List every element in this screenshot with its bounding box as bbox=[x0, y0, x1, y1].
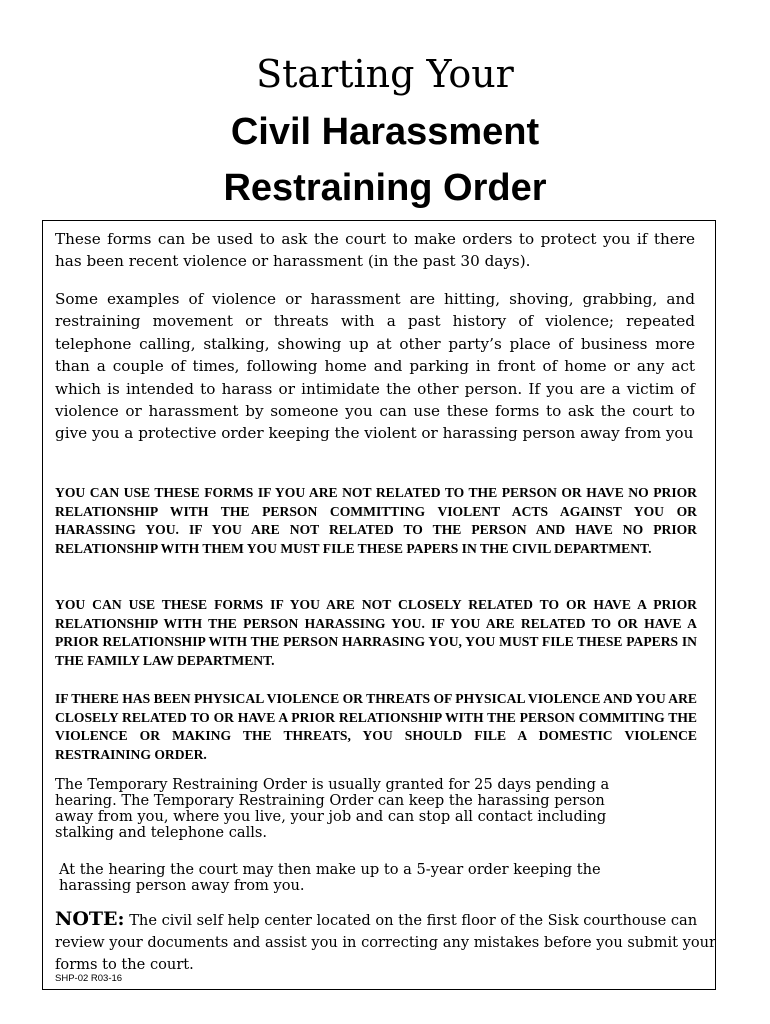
title-line-2: Civil Harassment bbox=[230, 111, 540, 153]
family-law-paragraph: YOU CAN USE THESE FORMS IF YOU ARE NOT CLOSELY RELATED TO OR HAVE A PRIOR RELATIONSHIP WITH THE PERSON HARASSING YOU. IF YOU ARE RELATED TO OR HAVE A PRIOR RELATIONSHIP WITH THE PERSON HARRASING YOU, YOU MUST FILE THESE PAPERS IN THE FAMILY LAW DEPARTMENT. bbox=[55, 597, 697, 668]
domestic-violence-paragraph: IF THERE HAS BEEN PHYSICAL VIOLENCE OR THREATS OF PHYSICAL VIOLENCE AND YOU ARE CLOSELY RELATED TO OR HAVE A PRIOR RELATIONSHIP WITH THE PERSON COMMITING THE VIOLENCE OR MAKING THE THREATS, YOU SHOULD FILE A DOMESTIC VIOLENCE RESTRAINING ORDER. bbox=[55, 691, 697, 762]
title-line-1: Starting Your bbox=[256, 52, 514, 96]
civil-department-paragraph: YOU CAN USE THESE FORMS IF YOU ARE NOT RELATED TO THE PERSON OR HAVE NO PRIOR RELATIONSHIP WITH THE PERSON COMMITTING VIOLENT ACTS AGAINST YOU OR HARASSING YOU. IF YOU ARE NOT RELATED TO THE PERSON AND HAVE NO PRIOR RELATIONSHIP WITH THEM YOU MUST FILE THESE PAPERS IN THE CIVIL DEPARTMENT. bbox=[55, 485, 697, 556]
hearing-paragraph: At the hearing the court may then make up to a 5-year order keeping the harassing person away from you. bbox=[59, 861, 601, 894]
note-text: The civil self help center located on the first floor of the Sisk courthouse can review your documents and assist you in correcting any mistakes before you submit your forms to the court. bbox=[55, 912, 717, 974]
intro-paragraph: These forms can be used to ask the court to make orders to protect you if there has been recent violence or harassment (in the past 30 days). bbox=[55, 230, 695, 271]
title-line-3: Restraining Order bbox=[223, 167, 547, 209]
examples-paragraph: Some examples of violence or harassment are hitting, shoving, grabbing, and restraining movement or threats with a past history of violence; repeated telephone calling, stalking, showing up at other party’s place of business more than a couple of times, following home and parking in front of home or any act which is intended to harass or intimidate the other person. If you are a victim of violence or harassment by someone you can use these forms to ask the court to give you a protective order keeping the violent or harassing person away from you bbox=[55, 290, 695, 443]
form-code: SHP-02 R03-16 bbox=[55, 973, 123, 984]
content-box bbox=[42, 220, 716, 990]
note-paragraph bbox=[55, 908, 717, 977]
note-label: NOTE: bbox=[55, 908, 125, 930]
temporary-order-paragraph: The Temporary Restraining Order is usually granted for 25 days pending a hearing. The Temporary Restraining Order can keep the harassing person away from you, where you live, your job and can stop all contact including stalking and telephone calls. bbox=[55, 776, 610, 841]
